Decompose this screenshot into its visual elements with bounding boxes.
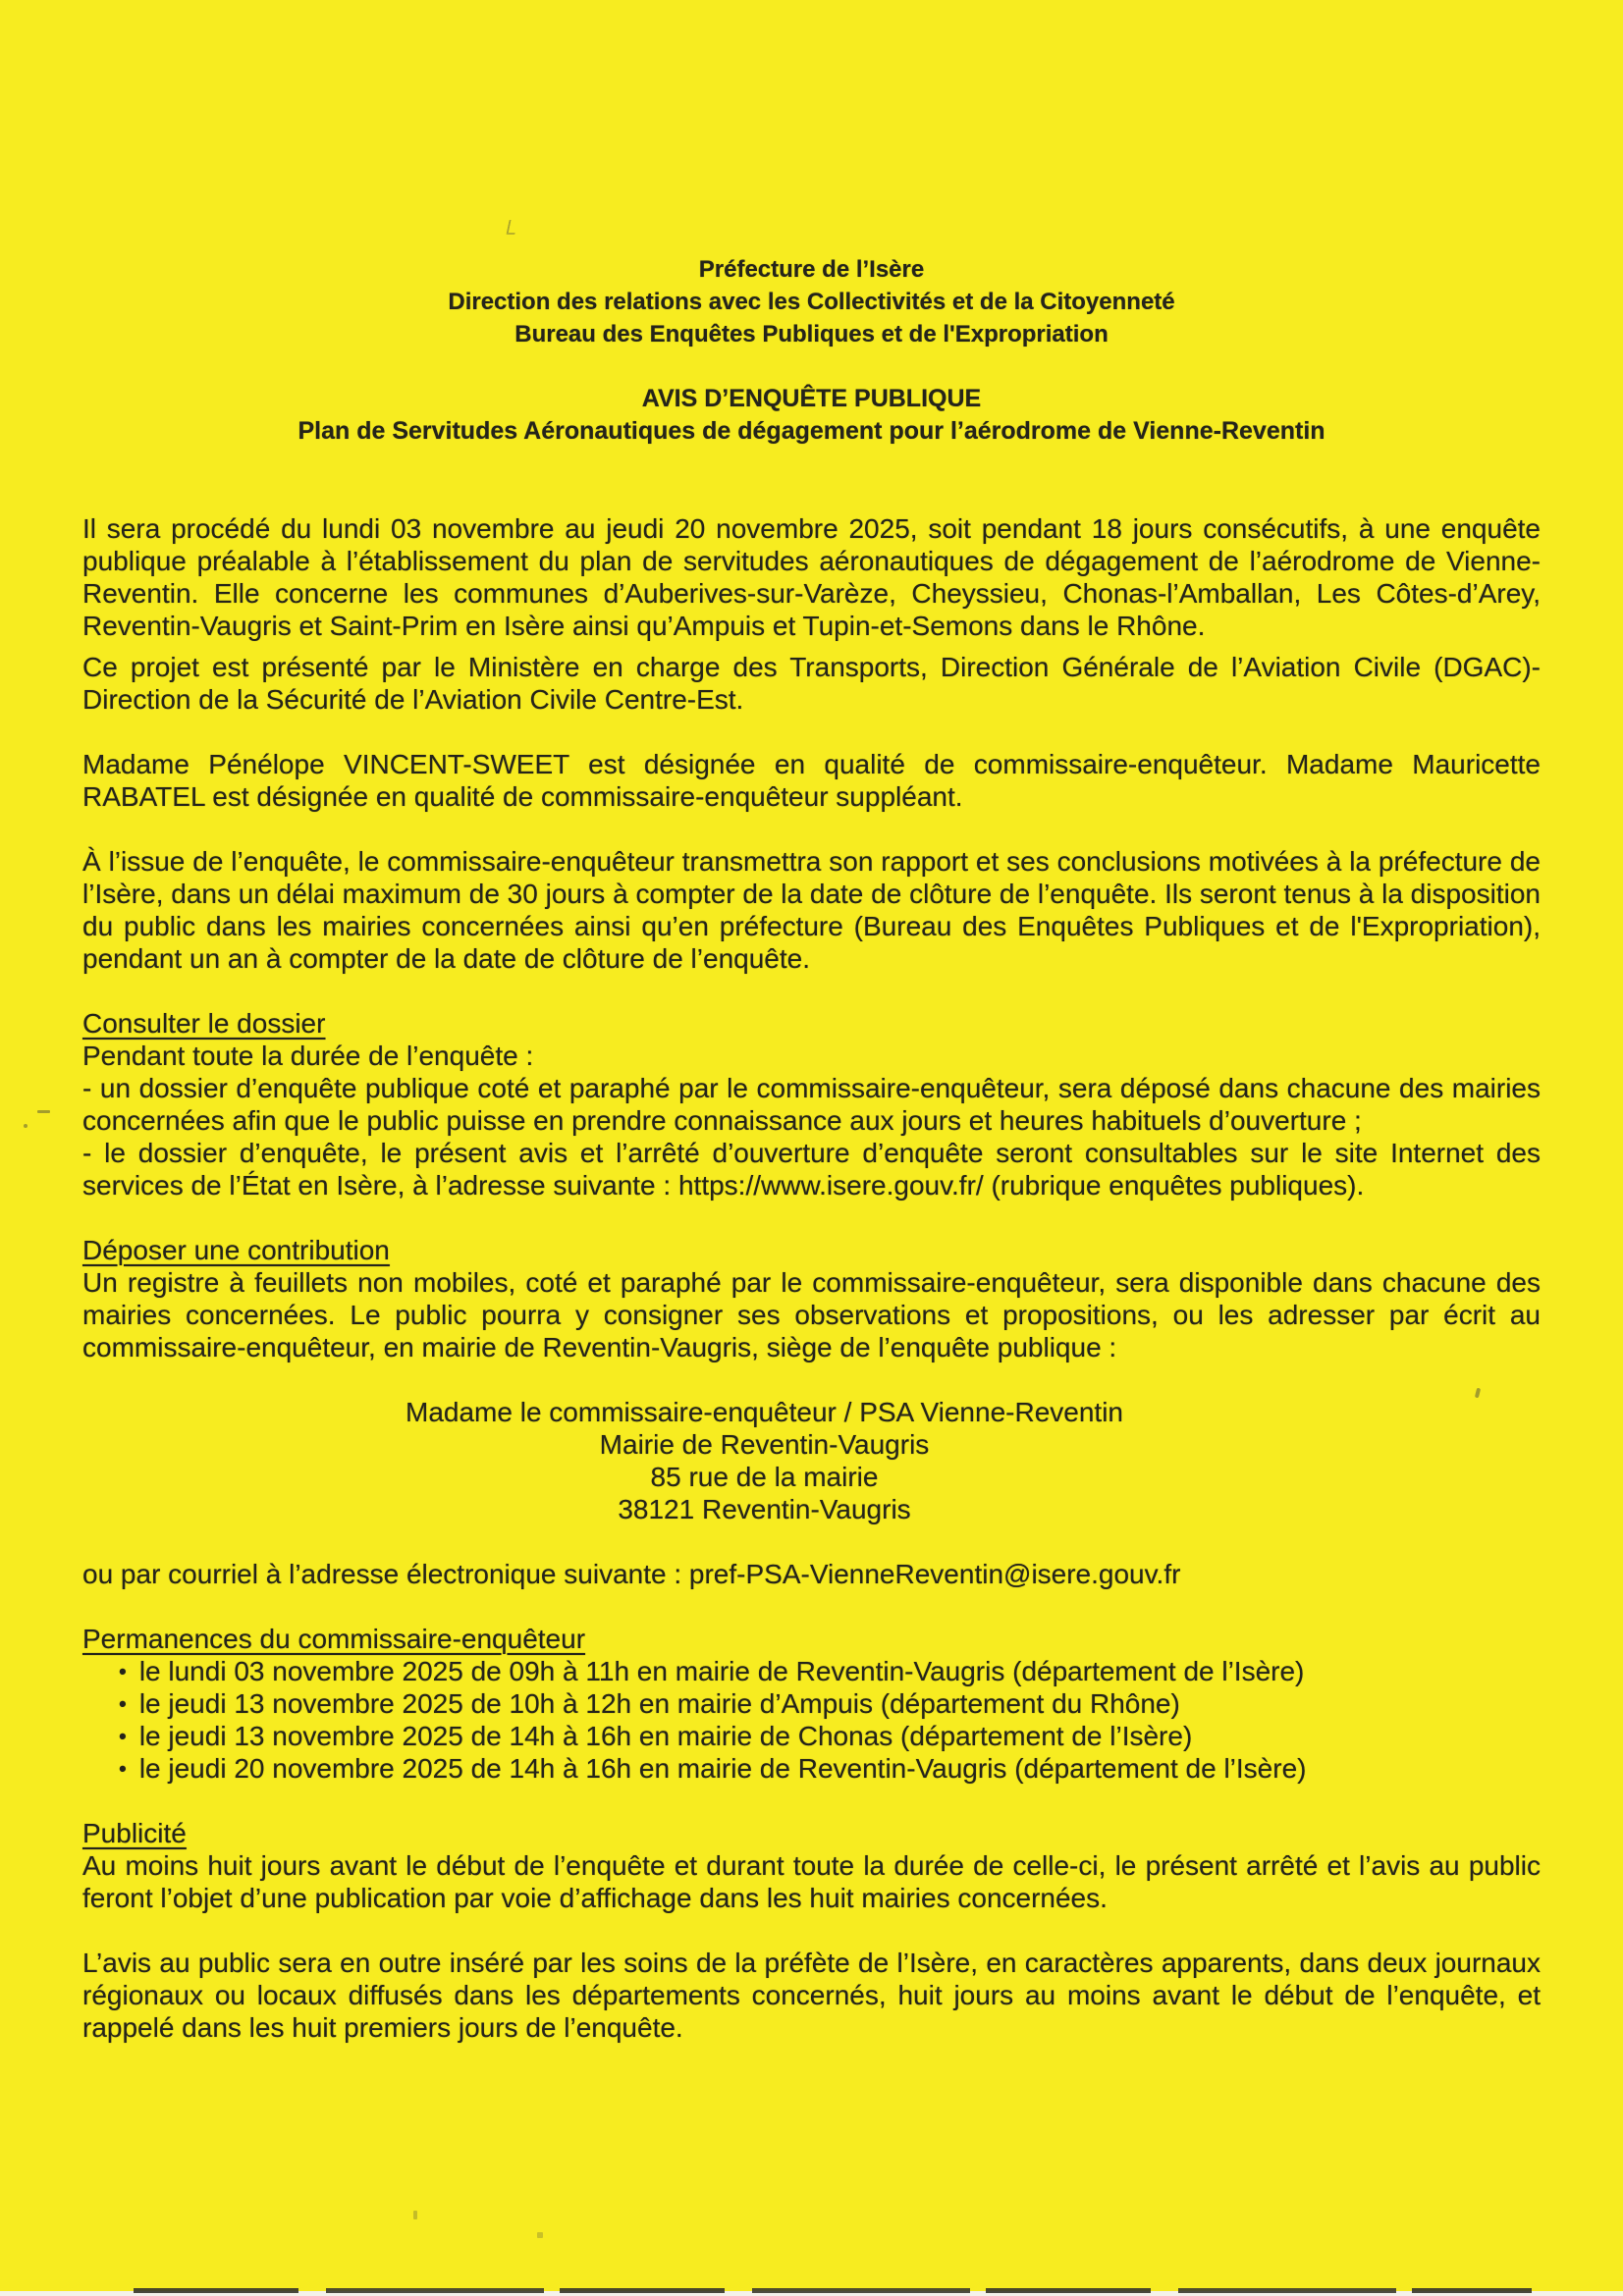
notice-title-block (82, 383, 1541, 448)
consulter-lead: Pendant toute la durée de l’enquête : (82, 1041, 534, 1071)
notice-title: AVIS D’ENQUÊTE PUBLIQUE (641, 385, 982, 412)
section-heading-publicite: Publicité (82, 1818, 187, 1848)
consulter-item-internet: - le dossier d’enquête, le présent avis et l’arrêté d’ouverture d’enquête seront consultables sur le site Internet des services de l’État en Isère, à l’adresse suivante : https://www.isere.gouv.fr/ (rubrique enquêtes publiques). (82, 1138, 1541, 1201)
deposer-paragraph: Un registre à feuillets non mobiles, coté et paraphé par le commissaire-enquêteur, sera disponible dans chacune des mairies concernées. Le public pourra y consigner ses observations et propositions, ou les adresser par écrit au commissaire-enquêteur, en mairie de Reventin-Vaugris, siège de l’enquête publique : (82, 1267, 1541, 1362)
paragraph-project: Ce projet est présenté par le Ministère en charge des Transports, Direction Générale de l’Aviation Civile (DGAC)-Direction de la Sécurité de l’Aviation Civile Centre-Est. (82, 652, 1541, 715)
permanence-item-2 (82, 1687, 1541, 1720)
permanence-text: le jeudi 13 novembre 2025 de 14h à 16h en mairie de Chonas (département de l’Isère) (138, 1721, 1193, 1751)
section-permanences (82, 1623, 1541, 1785)
permanence-text: le jeudi 20 novembre 2025 de 14h à 16h en mairie de Reventin-Vaugris (département de l’Isère) (138, 1753, 1307, 1784)
paragraph-commissioners: Madame Pénélope VINCENT-SWEET est désignée en qualité de commissaire-enquêteur. Madame Mauricette RABATEL est désignée en qualité de commissaire-enquêteur suppléant. (82, 749, 1541, 812)
scanner-bottom-line (134, 2288, 1532, 2293)
section-consulter (82, 1007, 1541, 1201)
publicite-paragraph-2: L’avis au public sera en outre inséré par les soins de la préfète de l’Isère, en caractères apparents, dans deux journaux régionaux ou locaux diffusés dans les départements concernés, huit jours au moins avant le début de l’enquête, et rappelé dans les huit premiers jours de l’enquête. (82, 1948, 1541, 2043)
address-line-recipient: Madame le commissaire-enquêteur / PSA Vienne-Reventin (406, 1397, 1123, 1427)
section-heading-permanences: Permanences du commissaire-enquêteur (82, 1624, 586, 1654)
address-line-street: 85 rue de la mairie (650, 1462, 879, 1492)
notice-subtitle: Plan de Servitudes Aéronautiques de dégagement pour l’aérodrome de Vienne-Reventin (298, 417, 1325, 445)
scan-artifact-speck (413, 2211, 417, 2219)
section-heading-consulter: Consulter le dossier (82, 1008, 326, 1039)
paragraph-intro: Il sera procédé du lundi 03 novembre au jeudi 20 novembre 2025, soit pendant 18 jours consécutifs, à une enquête publique préalable à l’établissement du plan de servitudes aéronautiques de dégagement de l’aérodrome de Vienne-Reventin. Elle concerne les communes d’Auberives-sur-Varèze, Cheyssieu, Chonas-l’Amballan, Les Côtes-d’Arey, Reventin-Vaugris et Saint-Prim en Isère ainsi qu’Ampuis et Tupin-et-Semons dans le Rhône. (82, 513, 1541, 641)
bullet-dot: • (118, 1690, 127, 1717)
publicite-paragraph-1: Au moins huit jours avant le début de l’enquête et durant toute la durée de celle-ci, le présent arrêté et l’avis au public feront l’objet d’une publication par voie d’affichage dans les huit mairies concernées. (82, 1850, 1541, 1913)
address-line-city: 38121 Reventin-Vaugris (618, 1494, 911, 1524)
org-line-prefecture: Préfecture de l’Isère (698, 256, 925, 283)
permanence-item-1 (82, 1655, 1541, 1687)
paragraph-report: À l’issue de l’enquête, le commissaire-enquêteur transmettra son rapport et ses conclusions motivées à la préfecture de l’Isère, dans un délai maximum de 30 jours à compter de la date de clôture de l’enquête. Ils seront tenus à la disposition du public dans les mairies concernées ainsi qu’en préfecture (Bureau des Enquêtes Publiques et de l'Expropriation), pendant un an à compter de la date de clôture de l’enquête. (82, 846, 1541, 974)
scan-artifact-dash (37, 1110, 50, 1113)
scan-artifact-dot (24, 1124, 27, 1128)
org-line-bureau: Bureau des Enquêtes Publiques et de l'Expropriation (514, 321, 1109, 347)
bullet-dot: • (118, 1723, 127, 1749)
bullet-dot: • (118, 1755, 127, 1782)
org-line-direction: Direction des relations avec les Collectivités et de la Citoyenneté (448, 289, 1175, 315)
permanence-item-3 (82, 1720, 1541, 1752)
permanence-item-4 (82, 1752, 1541, 1785)
scan-artifact-speck (537, 2232, 543, 2238)
permanence-text: le lundi 03 novembre 2025 de 09h à 11h en mairie de Reventin-Vaugris (département de l’Isère) (138, 1656, 1305, 1686)
header-org-block (82, 253, 1541, 350)
contact-address-block (35, 1396, 1493, 1525)
section-heading-deposer: Déposer une contribution (82, 1235, 390, 1265)
consulter-item-dossier: - un dossier d’enquête publique coté et paraphé par le commissaire-enquêteur, sera déposé dans chacune des mairies concernées afin que le public puisse en prendre connaissance aux jours et heures habituels d’ouverture ; (82, 1073, 1541, 1136)
email-line: ou par courriel à l’adresse électronique suivante : pref-PSA-VienneReventin@isere.gouv.fr (82, 1559, 1181, 1589)
section-publicite (82, 1817, 1541, 2044)
bullet-dot: • (118, 1658, 127, 1684)
section-deposer (82, 1234, 1541, 1363)
address-line-mairie: Mairie de Reventin-Vaugris (599, 1429, 930, 1460)
permanence-text: le jeudi 13 novembre 2025 de 10h à 12h en mairie d’Ampuis (département du Rhône) (138, 1688, 1180, 1719)
